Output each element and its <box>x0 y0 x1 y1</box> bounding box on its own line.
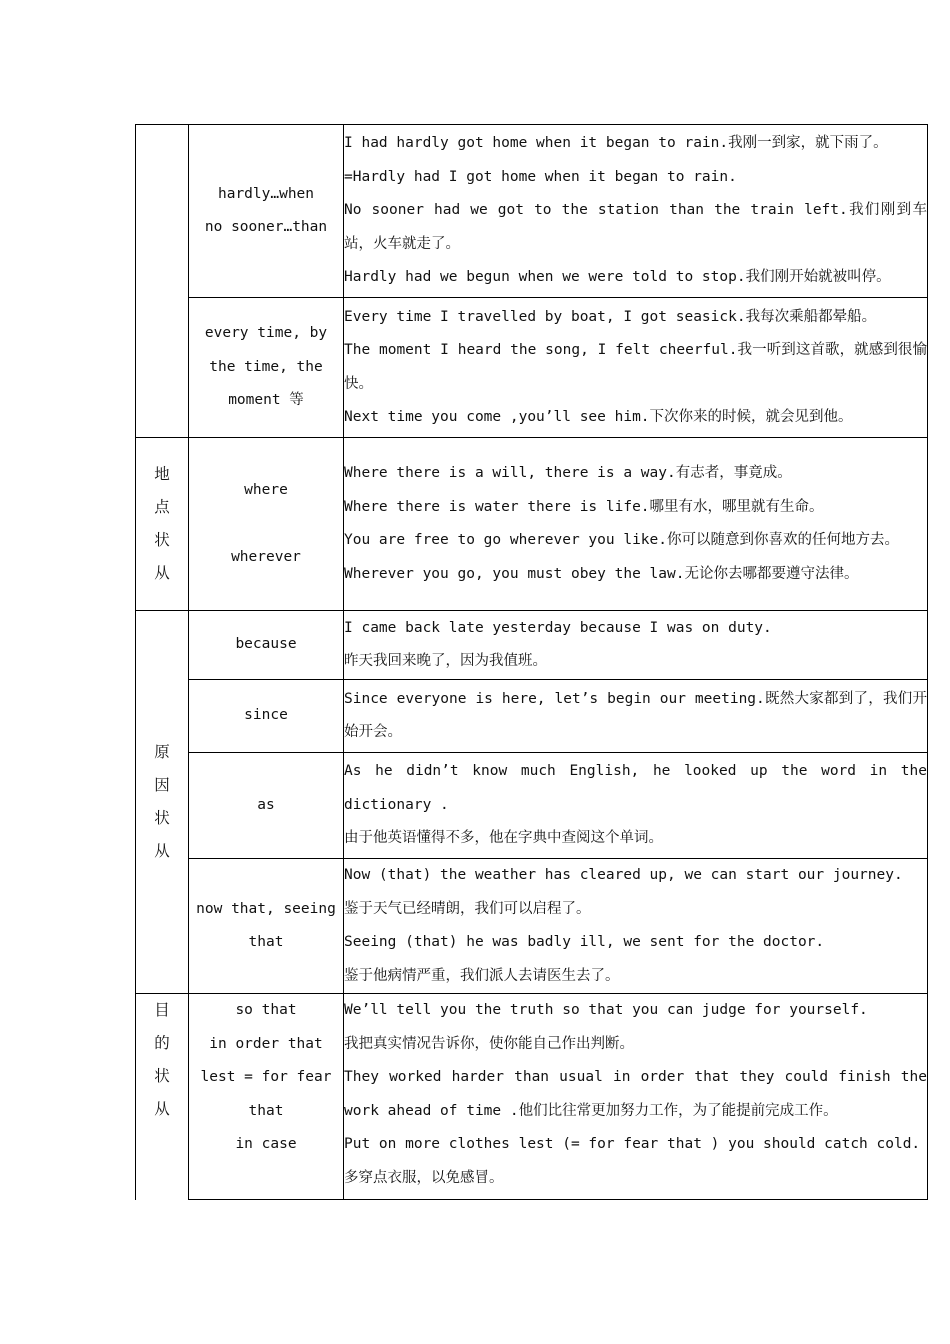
example-cell <box>344 753 928 859</box>
adverbial-clause-table <box>135 124 928 1200</box>
conjunction-text: every time, by the time, the moment 等 <box>204 325 328 409</box>
conjunction-cell <box>189 298 344 438</box>
example-cell <box>344 680 928 753</box>
example-sentence: No sooner had we got to the station than the train left.我们刚到车站，火车就走了。 <box>344 202 927 252</box>
category-cell-time <box>136 125 189 438</box>
example-sentence: They worked harder than usual in order that they could finish the work ahead of time .他们比往常更加努力工作，为了能提前完成工作。 <box>344 1069 927 1119</box>
example-sentence: =Hardly had I got home when it began to rain. <box>344 168 737 185</box>
category-label: 地点状从 <box>154 465 170 582</box>
example-sentence: Hardly had we begun when we were told to stop.我们刚开始就被叫停。 <box>344 269 891 286</box>
conjunction-text: no sooner…than <box>204 219 328 235</box>
example-cell <box>344 438 928 611</box>
table-row <box>136 859 928 994</box>
example-sentence: Since everyone is here, let’s begin our meeting.既然大家都到了，我们开始开会。 <box>344 690 927 740</box>
example-sentence: As he didn’t know much English, he looked up the word in the dictionary . <box>344 763 927 813</box>
example-cell <box>344 125 928 298</box>
example-sentence: You are free to go wherever you like.你可以随意到你喜欢的任何地方去。 <box>344 532 899 548</box>
example-cell <box>344 994 928 1200</box>
example-cell <box>344 611 928 680</box>
example-sentence: Where there is water there is life.哪里有水，哪里就有生命。 <box>344 498 824 515</box>
example-sentence: We’ll tell you the truth so that you can judge for yourself. <box>344 1002 868 1018</box>
conjunction-cell <box>189 859 344 994</box>
example-sentence: Put on more clothes lest (= for fear that ) you should catch cold. <box>344 1136 921 1152</box>
conjunction-text: in order that <box>209 1035 323 1052</box>
conjunction-cell <box>189 438 344 611</box>
category-cell-reason <box>136 611 189 994</box>
conjunction-text: hardly…when <box>217 185 315 202</box>
conjunction-text: because <box>235 636 297 653</box>
example-sentence: 由于他英语懂得不多，他在字典中查阅这个单词。 <box>344 830 663 847</box>
example-sentence: Now (that) the weather has cleared up, we can start our journey. <box>344 867 903 883</box>
example-sentence: 我把真实情况告诉你，使你能自己作出判断。 <box>344 1035 634 1052</box>
example-sentence: 昨天我回来晚了，因为我值班。 <box>344 653 547 669</box>
conjunction-text: where <box>244 482 288 498</box>
example-sentence: Next time you come ,you’ll see him.下次你来的时候，就会见到他。 <box>344 409 853 425</box>
conjunction-cell <box>189 611 344 680</box>
example-sentence: 鉴于他病情严重，我们派人去请医生去了。 <box>344 967 620 984</box>
conjunction-text: wherever <box>231 548 301 565</box>
conjunction-text: lest = for fear that <box>200 1069 332 1119</box>
example-sentence: Seeing (that) he was badly ill, we sent for the doctor. <box>344 934 825 950</box>
category-cell-place <box>136 438 189 611</box>
conjunction-text: so that <box>235 1002 297 1018</box>
conjunction-text: now that, seeing that <box>196 900 336 950</box>
example-sentence: Every time I travelled by boat, I got seasick.我每次乘船都晕船。 <box>344 308 877 325</box>
table-row <box>136 611 928 680</box>
category-label: 原因状从 <box>154 743 170 860</box>
example-sentence: 鉴于天气已经晴朗，我们可以启程了。 <box>344 900 591 917</box>
example-sentence: I had hardly got home when it began to rain.我刚一到家，就下雨了。 <box>344 135 888 152</box>
example-sentence: 多穿点衣服，以免感冒。 <box>344 1169 504 1186</box>
example-cell <box>344 859 928 994</box>
conjunction-text: since <box>244 707 288 724</box>
example-sentence: I came back late yesterday because I was on duty. <box>344 619 772 636</box>
table-row <box>136 125 928 298</box>
conjunction-cell <box>189 753 344 859</box>
table-row <box>136 680 928 753</box>
conjunction-cell <box>189 994 344 1200</box>
conjunction-text: in case <box>235 1136 297 1152</box>
table-row <box>136 438 928 611</box>
table-row <box>136 753 928 859</box>
example-sentence: Where there is a will, there is a way.有志者，事竟成。 <box>344 465 792 481</box>
example-cell <box>344 298 928 438</box>
table-row <box>136 994 928 1200</box>
table-row <box>136 298 928 438</box>
example-sentence: The moment I heard the song, I felt cheerful.我一听到这首歌，就感到很愉快。 <box>344 342 927 392</box>
example-sentence: Wherever you go, you must obey the law.无论你去哪都要遵守法律。 <box>344 565 859 582</box>
conjunction-cell <box>189 680 344 753</box>
category-label: 目的状从 <box>154 1001 170 1118</box>
conjunction-cell <box>189 125 344 298</box>
category-cell-purpose <box>136 994 189 1200</box>
conjunction-text: as <box>257 796 275 813</box>
